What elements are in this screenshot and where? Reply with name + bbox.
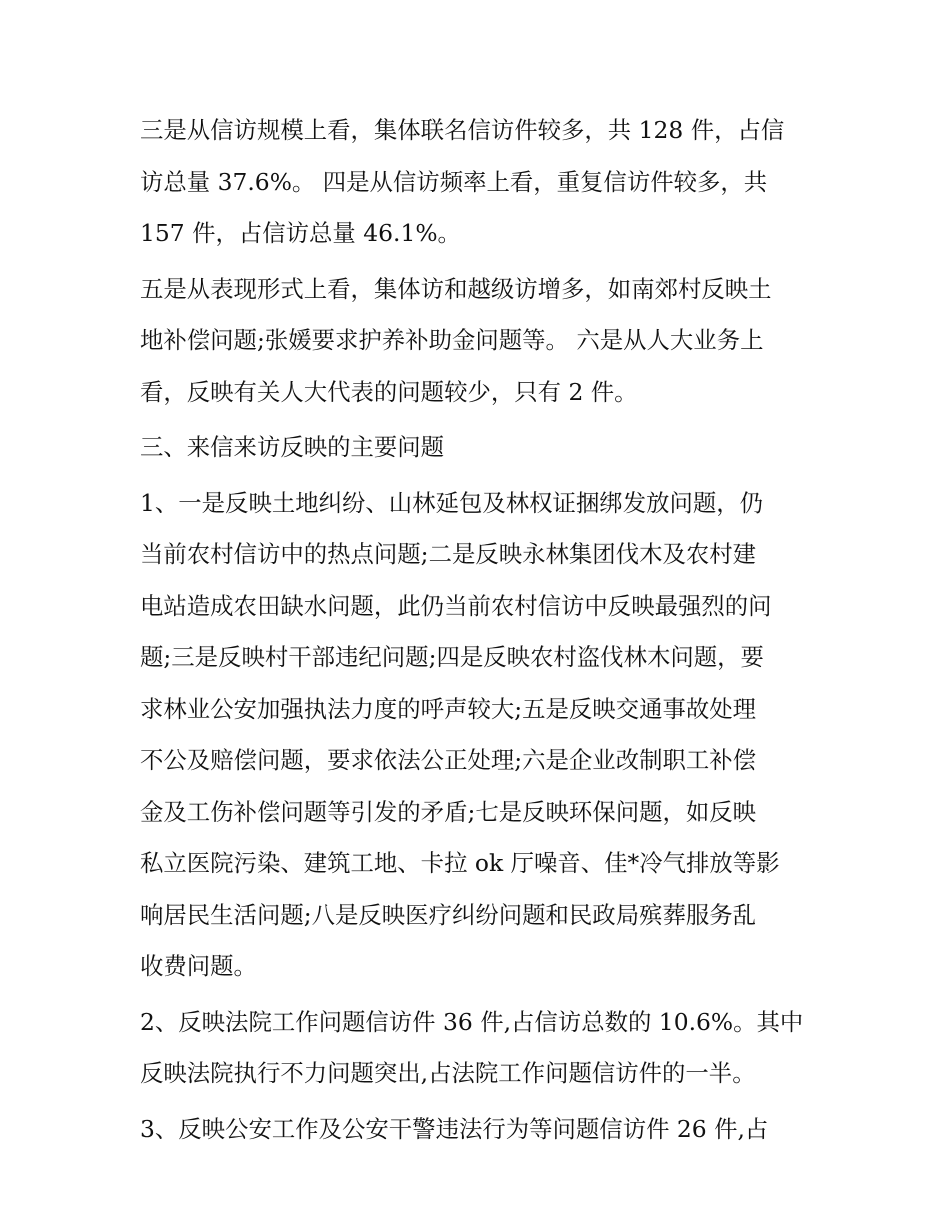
text-line: 1、一是反映土地纠纷、山林延包及林权证捆绑发放问题，仍 — [140, 488, 764, 517]
section-heading — [140, 422, 820, 474]
text-line: 157 件，占信访总量 46.1%。 — [140, 219, 461, 247]
paragraph-item-3 — [140, 1104, 820, 1156]
text-line: 五是从表现形式上看，集体访和越级访增多，如南郊村反映土 — [140, 274, 772, 303]
paragraph-item-2 — [140, 997, 820, 1100]
text-line: 地补偿问题;张媛要求护养补助金问题等。 六是从人大业务上 — [140, 326, 764, 354]
paragraph-form-npc — [140, 264, 820, 419]
text-line: 3、反映公安工作及公安干警违法行为等问题信访件 26 件,占 — [140, 1114, 769, 1143]
text-line: 电站造成农田缺水问题，此仍当前农村信访中反映最强烈的问 — [140, 591, 772, 620]
text-line: 反映法院执行不力问题突出,占法院工作问题信访件的一半。 — [140, 1059, 756, 1087]
paragraph-item-1 — [140, 478, 820, 993]
heading-line: 三、来信来访反映的主要问题 — [140, 433, 445, 461]
text-line: 看，反映有关人大代表的问题较少，只有 2 件。 — [140, 377, 638, 406]
text-line: 响居民生活问题;八是反映医疗纠纷问题和民政局殡葬服务乱 — [140, 900, 757, 929]
paragraph-scale-frequency — [140, 105, 820, 260]
text-line: 求林业公安加强执法力度的呼声较大;五是反映交通事故处理 — [140, 694, 757, 723]
text-line: 三是从信访规模上看，集体联名信访件较多，共 128 件，占信 — [140, 116, 785, 144]
text-line: 收费问题。 — [140, 952, 257, 980]
text-line: 2、反映法院工作问题信访件 36 件,占信访总数的 10.6%。其中 — [140, 1007, 804, 1036]
text-line: 当前农村信访中的热点问题;二是反映永林集团伐木及农村建 — [140, 540, 757, 568]
text-line: 题;三是反映村干部违纪问题;四是反映农村盗伐林木问题，要 — [140, 643, 764, 671]
document-page — [140, 105, 820, 1155]
text-line: 不公及赔偿问题，要求依法公正处理;六是企业改制职工补偿 — [140, 746, 757, 774]
text-line: 访总量 37.6%。 四是从信访频率上看，重复信访件较多，共 — [140, 167, 768, 196]
text-line: 金及工伤补偿问题等引发的矛盾;七是反映环保问题，如反映 — [140, 797, 757, 826]
text-line: 私立医院污染、建筑工地、卡拉 ok 厅噪音、佳*冷气排放等影 — [140, 849, 780, 877]
